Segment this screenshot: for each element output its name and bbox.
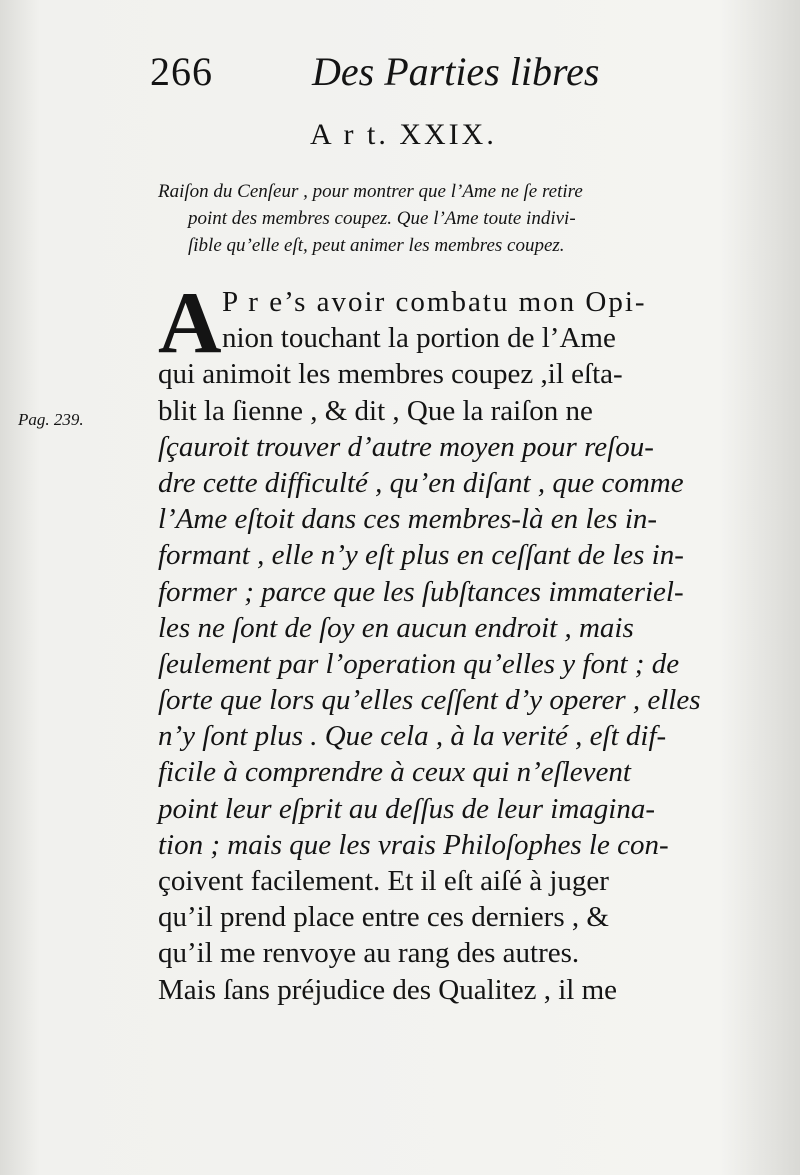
body-line: ficile à comprendre à ceux qui n’eſlevent [158, 756, 631, 789]
body-line: P r e’s avoir combatu mon Opi- [222, 286, 647, 318]
body-line: Mais ſans préjudice des Qualitez , il me [158, 973, 618, 1006]
summary-line: ſible qu’elle eſt, peut animer les membres coupez. [188, 235, 565, 256]
body-line: n’y ſont plus . Que cela , à la verité , eſt dif- [158, 720, 667, 753]
article-heading: A r t. XXIX. [310, 118, 497, 151]
page-header [0, 46, 800, 106]
body-line: ſçauroit trouver d’autre moyen pour reſou- [158, 430, 654, 463]
article-summary [158, 178, 718, 259]
body-line: blit la ſienne , & dit , Que la raiſon ne [158, 394, 593, 427]
body-line: les ne ſont de ſoy en aucun endroit , mais [158, 611, 634, 644]
margin-note: Pag. 239. [18, 410, 84, 429]
body-line: ſeulement par l’operation qu’elles y font ; de [158, 647, 680, 680]
body-line: ſorte que lors qu’elles ceſſent d’y operer , elles [158, 684, 701, 717]
summary-line: point des membres coupez. Que l’Ame toute indivi- [188, 208, 576, 229]
body-line: nion touchant la portion de l’Ame [222, 322, 616, 355]
body-line: point leur eſprit au deſſus de leur imagina- [158, 792, 655, 825]
body-line: l’Ame eſtoit dans ces membres-là en les in- [158, 503, 658, 536]
body-line: qu’il me renvoye au rang des autres. [158, 937, 580, 970]
body-line: tion ; mais que les vrais Philoſophes le con- [158, 828, 669, 861]
summary-line: Raiſon du Cenſeur , pour montrer que l’Ame ne ſe retire [158, 181, 583, 202]
body-line: dre cette difficulté , qu’en diſant , que comme [158, 466, 684, 499]
body-line: qui animoit les membres coupez ,il eſta- [158, 358, 623, 391]
drop-cap: A [158, 275, 222, 372]
body-text [158, 275, 718, 1008]
running-title: Des Parties libres [312, 49, 600, 94]
body-line: çoivent facilement. Et il eſt aiſé à juger [158, 865, 609, 897]
page-number: 266 [150, 49, 213, 94]
body-line: formant , elle n’y eſt plus en ceſſant de les in- [158, 539, 684, 572]
body-line: qu’il prend place entre ces derniers , & [158, 901, 609, 934]
body-line: former ; parce que les ſubſtances immateriel- [158, 575, 684, 608]
